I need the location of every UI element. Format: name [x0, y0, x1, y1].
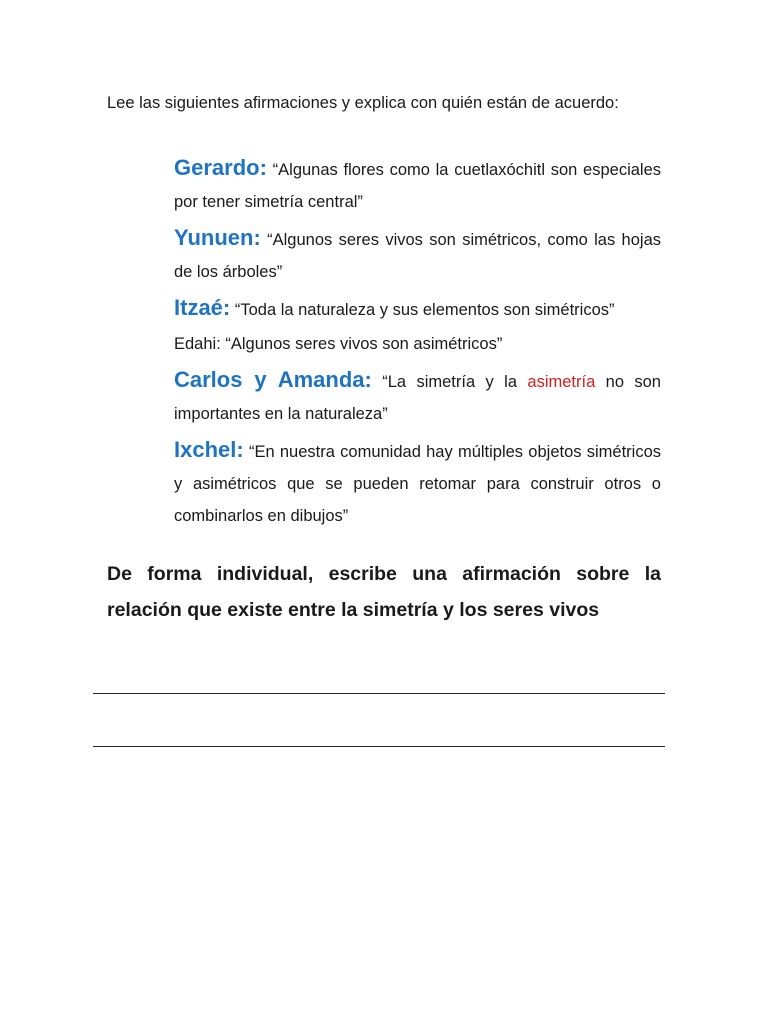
- statement-text-carlos-after: no son importantes en la naturaleza”: [174, 373, 661, 423]
- speaker-yunuen: Yunuen:: [174, 225, 261, 250]
- speaker-itzae: Itzaé:: [174, 295, 231, 320]
- statement-text-gerardo: “Algunas flores como la cuetlaxóchitl son especiales por tener simetría central”: [174, 161, 662, 211]
- statement-text-ixchel: “En nuestra comunidad hay múltiples objetos simétricos y asimétricos que se pueden retomar para construir otros o combinarlos en dibujos”: [174, 443, 661, 525]
- speaker-carlos-amanda: Carlos y Amanda:: [174, 367, 372, 392]
- statement-text-edahi: “Algunos seres vivos son asimétricos”: [225, 335, 503, 353]
- statement-yunuen: [174, 222, 661, 288]
- answer-line[interactable]: [93, 746, 665, 747]
- statement-itzae: [174, 292, 661, 326]
- statement-edahi: [174, 328, 661, 360]
- speaker-edahi: Edahi:: [174, 335, 221, 353]
- statement-carlos-amanda: [174, 364, 661, 430]
- answer-line[interactable]: [93, 693, 665, 694]
- statement-text-itzae: “Toda la naturaleza y sus elementos son simétricos”: [234, 301, 615, 319]
- statement-text-yunuen: “Algunos seres vivos son simétricos, como las hojas de los árboles”: [174, 231, 661, 281]
- statement-gerardo: [174, 152, 661, 218]
- statement-text-carlos-before: “La simetría y la: [382, 373, 517, 391]
- speaker-ixchel: Ixchel:: [174, 437, 244, 462]
- task-prompt: De forma individual, escribe una afirmación sobre la relación que existe entre la simetría y los seres vivos: [107, 563, 661, 621]
- speaker-gerardo: Gerardo:: [174, 155, 267, 180]
- statement-ixchel: [174, 434, 661, 532]
- instructions: Lee las siguientes afirmaciones y explica con quién están de acuerdo:: [107, 94, 619, 112]
- highlighted-word: asimetría: [527, 373, 596, 391]
- statements-list: [174, 152, 661, 532]
